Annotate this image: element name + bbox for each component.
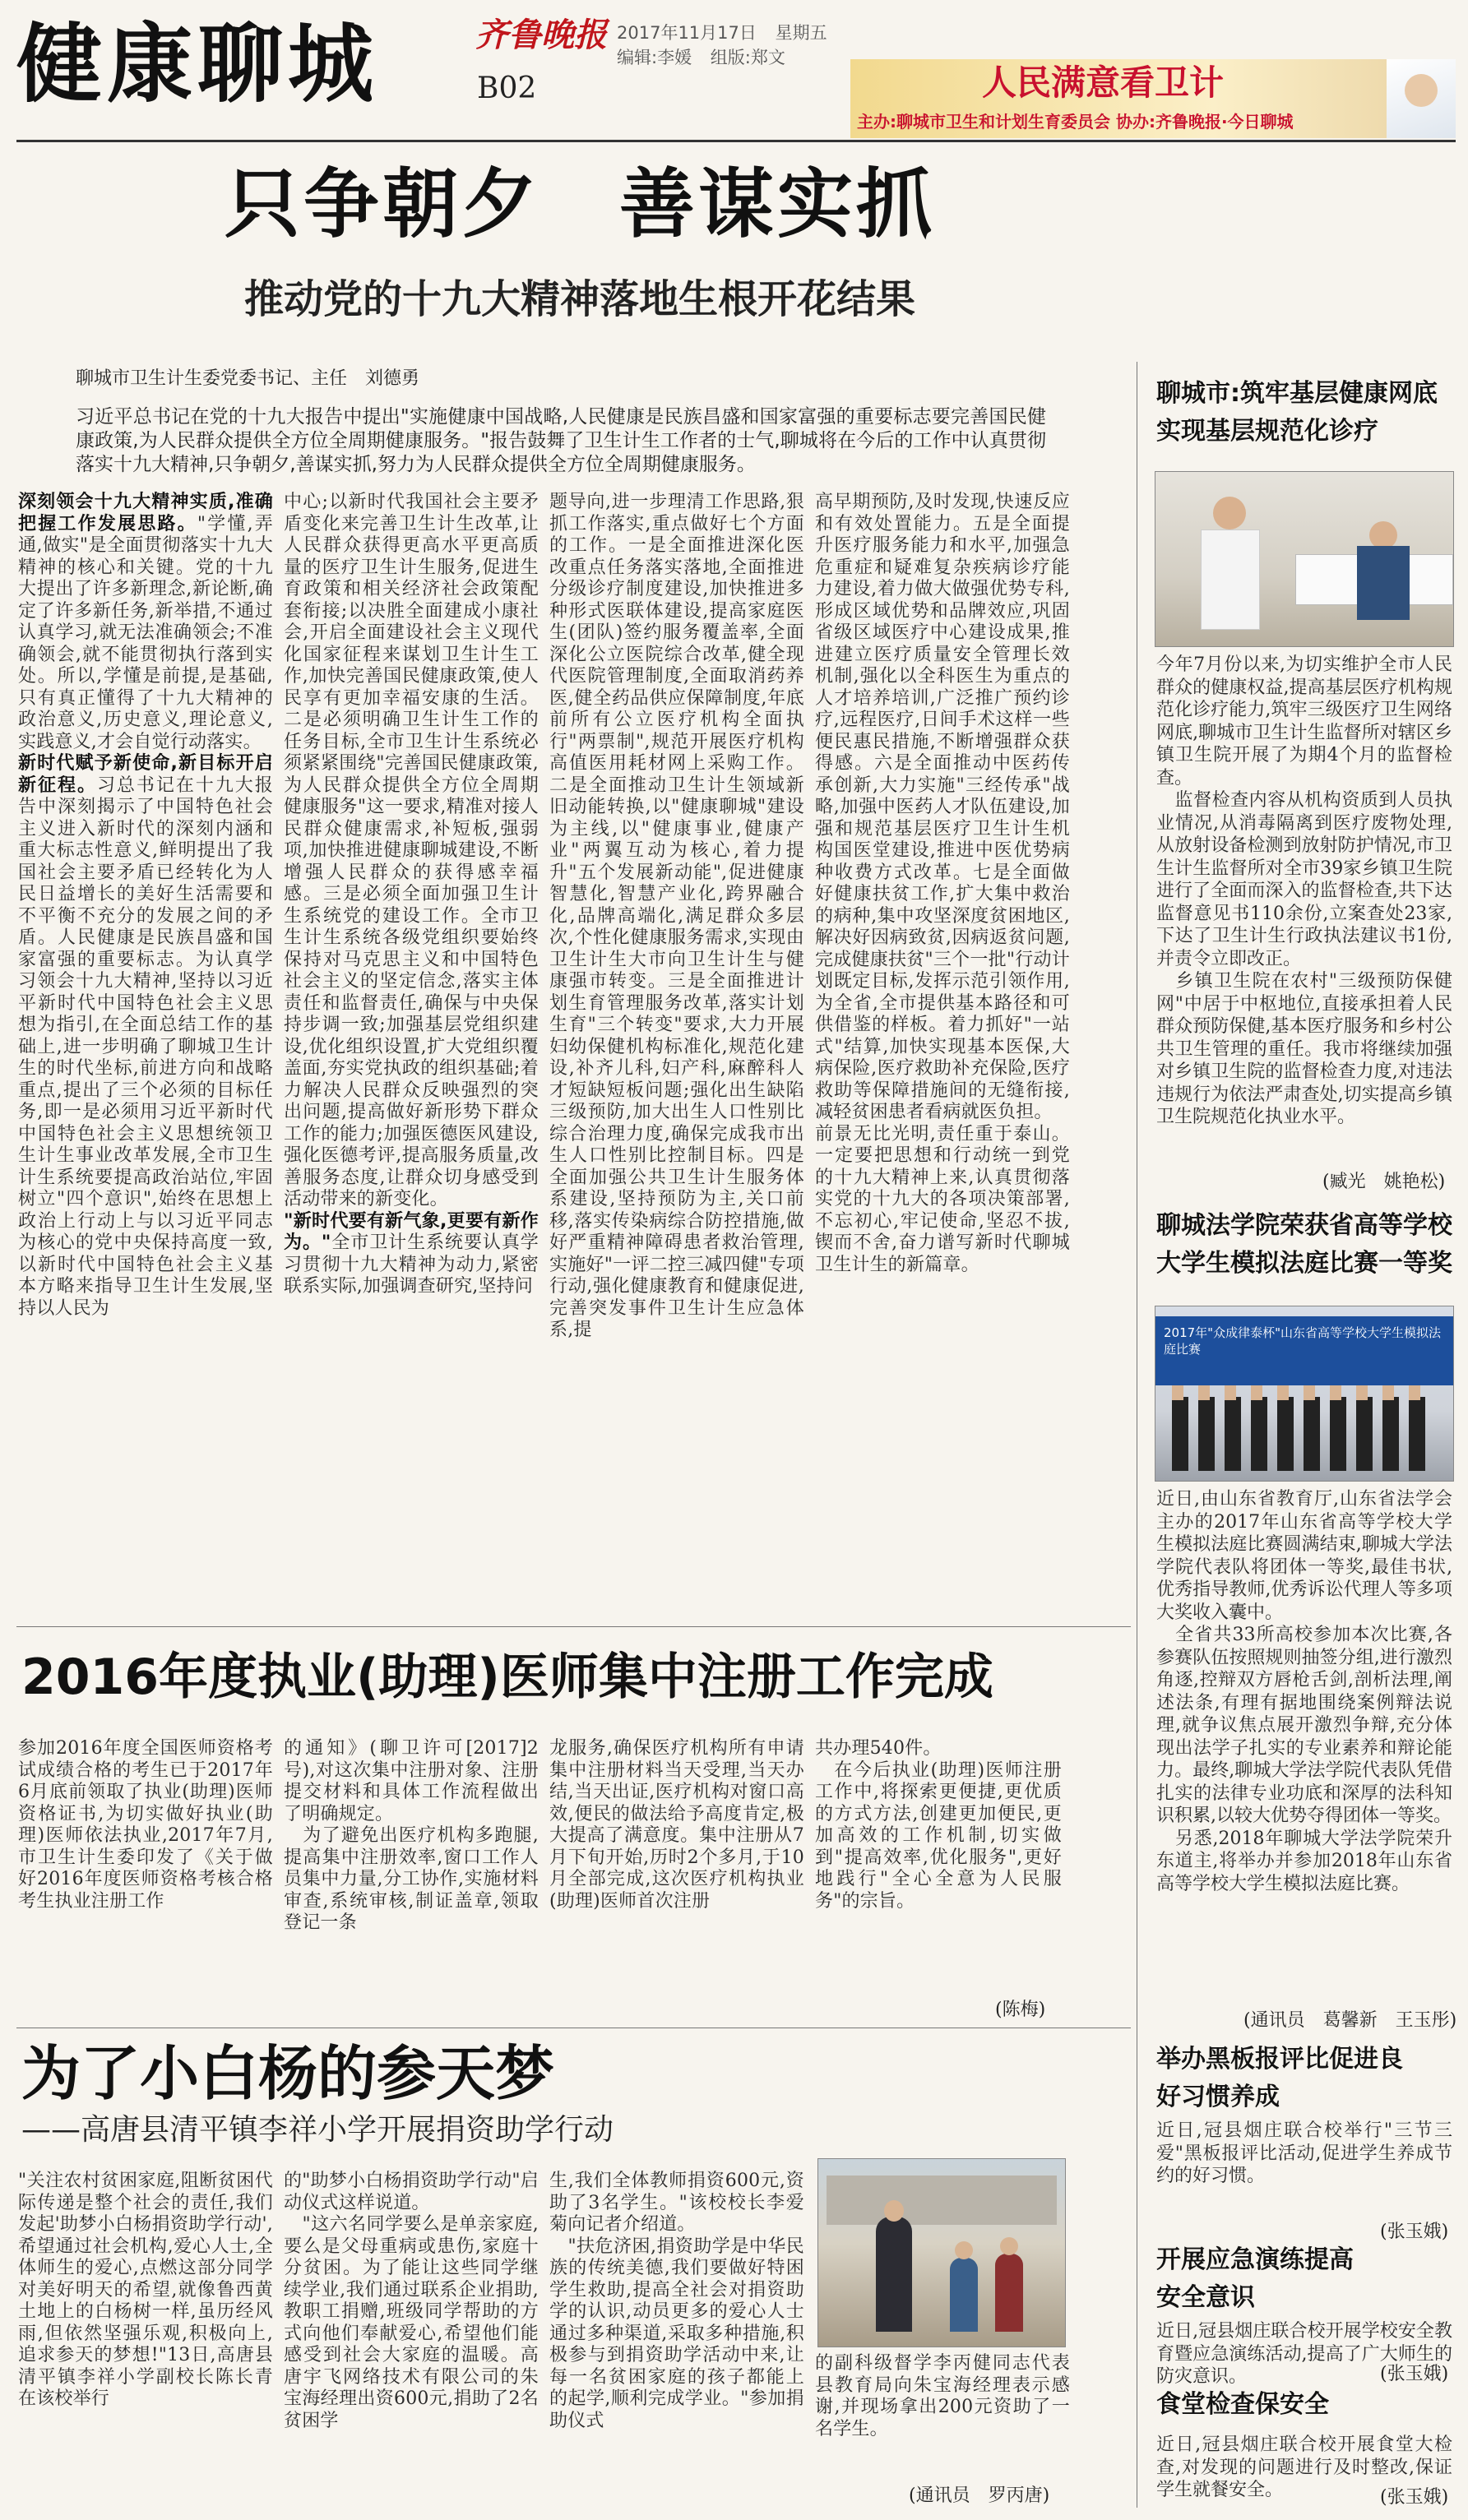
lead-column-4 xyxy=(815,492,1070,1618)
article3-column-3: 生,我们全体教师捐资600元,资助了3名学生。"该校校长李爱菊向记者介绍道。 "扶危济困,捐资助学是中华民族的传统美德,我们要做好特困学生救助,提高全社会对捐资助学的认识,动员更多的爱心人士通过多种渠道,采取多种措施,积极参与到捐资助学活动中来,让每一名贫困家庭的孩子都能上的起学,顺利完成学业。"参加捐助仪式 xyxy=(549,2171,804,2431)
nurse-photo xyxy=(1387,59,1456,138)
lead-headline: 只争朝夕 善谋实抓 xyxy=(224,160,935,248)
sidebar-story4-title: 开展应急演练提高安全意识 xyxy=(1156,2245,1354,2312)
lead-col2-text-2: 全市卫计生系统要认真学习贯彻十九大精神为动力,紧密联系实际,加强调查研究,坚持问 xyxy=(284,1232,540,1297)
lead-col4-text-2: 前景无比光明,责任重于泰山。一定要把思想和行动统一到党的十九大精神上来,认真贯彻落实党的十九大的各项决策部署,不忘初心,牢记使命,坚忍不拔,锲而不舍,奋力谱写新时代聊城卫生计生的新篇章。 xyxy=(815,1123,1070,1275)
sidebar-story2-title: 聊城法学院荣获省高等学校大学生模拟法庭比赛一等奖 xyxy=(1156,1211,1452,1278)
lead-byline: 聊城市卫生计生委党委书记、主任 刘德勇 xyxy=(76,368,420,389)
sidebar-story5-credit: (张玉娥) xyxy=(1380,2487,1449,2508)
sidebar-story4-body: 近日,冠县烟庄联合校开展学校安全教育暨应急演练活动,提高了广大师生的防灾意识。 xyxy=(1156,2321,1452,2387)
lead-col4-text-1: 高早期预防,及时发现,快速反应和有效处置能力。五是全面提升医疗服务能力和水平,加强急危重症和疑难复杂疾病诊疗能力建设,着力做大做强优势专科,形成区域优势和品牌效应,巩固省级区域医疗中心建设成果,推进建立医疗质量安全管理长效机制,强化以全科医生为重点的人才培养培训,广泛推广预约诊疗,远程医疗,日间手术这样一些便民惠民措施,不断增强群众获得感。六是全面推动中医药传承创新,大力实施"三经传承"战略,加强中医药人才队伍建设,加强和规范基层医疗卫生计生机构国医堂建设,推进中医优势病种收费方式改革。七是全面做好健康扶贫工作,扩大集中救治的病种,集中攻坚深度贫困地区,解决好因病致贫,因病返贫问题,完成健康扶贫"三个一批"行动计划既定目标,发挥示范引领作用,为全省,全市提供基本路径和可供借鉴的样板。着力抓好"一站式"结算,加快实现基本医保,大病保险,医疗救助补充保险,医疗救助等保障措施间的无缝衔接,减轻贫困患者看病就医负担。 xyxy=(815,492,1070,1122)
lead-col3-text-1: 题导向,进一步理清工作思路,狠抓工作落实,重点做好七个方面的工作。一是全面推进深化医改重点任务落实落地,全面推进分级诊疗制度建设,加快推进多种形式医联体建设,提高家庭医生(团队)签约服务覆盖率,全面深化公立医院综合改革,健全现代医院管理制度,全面取消药养医,健全药品供应保障制度,年底前所有公立医疗机构全面执行"两票制",规范开展医疗机构高值医用耗材网上采购工作。二是全面推动卫生计生领域新旧动能转换,以"健康聊城"建设为主线,以"健康事业,健康产业"两翼互动为核心,着力提升"五个发展新动能",促进健康智慧化,智慧产业化,跨界融合化,品牌高端化,满足群众多层次,个性化健康服务需求,实现由卫生计生大市向卫生计生与健康强市转变。三是全面推进计划生育管理服务改革,落实计划生育"三个转变"要求,大力开展妇幼保健机构标准化,规范化建设,补齐儿科,妇产科,麻醉科人才短缺短板问题;强化出生缺陷三级预防,加大出生人口性别比综合治理力度,确保完成我市出生人口性别比控制目标。四是全面加强公共卫生计生服务体系建设,坚持预防为主,关口前移,落实传染病综合防控措施,做好严重精神障碍患者救治管理,实施好"一评二控三减四健"专项行动,强化健康教育和健康促进,完善突发事件卫生计生应急体系,提 xyxy=(549,492,804,1340)
article2-column-4: 共办理540件。 在今后执业(助理)医师注册工作中,将探索更便捷,更优质的方式方法,创建更加便民,更加高效的工作机制,切实做到"提高效率,优化服务",更好地践行"全心全意为人民服务"的宗旨。 xyxy=(815,1738,1062,1912)
sidebar-story2-photo xyxy=(1155,1306,1454,1482)
sidebar-story4-credit: (张玉娥) xyxy=(1380,2364,1449,2384)
sidebar-story2-photo-caption: 2017年"众成律泰杯"山东省高等学校大学生模拟法庭比赛 xyxy=(1164,1325,1441,1357)
lead-col2-text-1: 中心;以新时代我国社会主要矛盾变化来完善卫生计生改革,让人民群众获得更高水平更高质量的医疗卫生计生服务,促进生育政策和相关经济社会政策配套衔接;以决胜全面建成小康社会,开启全面建设社会主义现代化国家征程来谋划卫生计生工作,加快完善国民健康政策,使人民享有更加幸福安康的生活。二是必须明确卫生计生工作的任务目标,全市卫生计生系统必须紧紧围绕"完善国民健康政策,为人民群众提供全方位全周期健康服务"这一要求,精准对接人民群众健康需求,补短板,强弱项,加快推进健康聊城建设,不断增强人民群众的获得感幸福感。三是必须全面加强卫生计生系统党的建设工作。全市卫生计生系统各级党组织要始终保持对马克思主义和中国特色社会主义的坚定信念,落实主体责任和监督责任,确保与中央保持步调一致;加强基层党组织建设,优化组织设置,扩大党组织覆盖面,夯实党执政的组织基础;着力解决人民群众反映强烈的突出问题,提高做好新形势下群众工作的能力;加强医德医风建设,强化医德考评,提高服务质量,改善服务态度,让群众切身感受到活动带来的新变化。 xyxy=(284,492,539,1209)
article2-column-3: 龙服务,确保医疗机构所有申请集中注册材料当天受理,当天办结,当天出证,医疗机构对窗口高效,便民的做法给予高度肯定,极大提高了满意度。集中注册从7月下旬开始,历时2个多月,于10月全部完成,这次医疗机构执业(助理)医师首次注册 xyxy=(549,1738,804,1912)
issue-date xyxy=(617,20,827,44)
masthead-rule xyxy=(16,140,1456,142)
lead-column-1 xyxy=(18,492,273,1618)
article3-headline: 为了小白杨的参天梦 xyxy=(21,2038,555,2108)
banner xyxy=(850,59,1456,138)
lead-bottom-rule xyxy=(16,1626,1131,1627)
sidebar-story3-body: 近日,冠县烟庄联合校举行"三节三爱"黑板报评比活动,促进学生养成节约的好习惯。 xyxy=(1156,2120,1452,2186)
weekday-text: 星期五 xyxy=(775,23,827,43)
sidebar-story5-title: 食堂检查保安全 xyxy=(1156,2390,1329,2419)
page-number: B02 xyxy=(477,72,537,105)
sidebar-story1-title: 聊城市:筑牢基层健康网底实现基层规范化诊疗 xyxy=(1156,379,1438,446)
lead-intro: 习近平总书记在党的十九大报告中提出"实施健康中国战略,人民健康是民族昌盛和国家富强的重要标志要完善国民健康政策,为人民群众提供全方位全周期健康服务。"报告鼓舞了卫生计生工作者的士气,聊城将在今后的工作中认真贯彻落实十九大精神,只争朝夕,善谋实抓,努力为人民群众提供全方位全周期健康服务。 xyxy=(76,406,1046,475)
editor-line xyxy=(617,44,785,69)
lead-column-2 xyxy=(284,492,539,1618)
sidebar-story2-credit: (通讯员 葛馨新 王玉彤) xyxy=(1243,2010,1457,2031)
lead-col2-heading-2: "新时代要有新气象,更要有新作为。" xyxy=(284,1210,539,1253)
lead-column-3 xyxy=(549,492,804,1618)
lead-col1-heading-2: 新时代赋予新使命,新目标开启新征程。 xyxy=(18,753,273,796)
banner-title: 人民满意看卫计 xyxy=(982,62,1225,103)
article3-credit: (通讯员 罗丙唐) xyxy=(909,2485,1050,2506)
lead-col1-heading-1: 深刻领会十九大精神实质,准确把握工作发展思路。 xyxy=(18,492,273,534)
banner-sponsor: 主办:聊城市卫生和计划生育委员会 协办:齐鲁晚报·今日聊城 xyxy=(857,112,1294,132)
sidebar-story3-credit: (张玉娥) xyxy=(1380,2222,1449,2242)
article3-column-1: "关注农村贫困家庭,阻断贫困代际传递是整个社会的责任,我们发起'助梦小白杨捐资助学行动',希望通过社会机构,爱心人士,全体师生的爱心,点燃这部分同学对美好明天的希望,就像鲁西黄土地上的白杨树一样,虽历经风雨,但依然坚强乐观,积极向上,追求参天的梦想!"13日,高唐县清平镇李祥小学副校长陈长青在该校举行 xyxy=(18,2171,273,2409)
layout-text: 组版:郑文 xyxy=(710,48,785,67)
paper-logo: 齐鲁晚报 xyxy=(475,16,607,54)
article2-column-2: 的通知》(聊卫许可[2017]2号),对这次集中注册对象、注册提交材料和具体工作流程做出了明确规定。 为了避免出医疗机构多跑腿,提高集中注册效率,窗口工作人员集中力量,分工协作,实施材料审查,系统审核,制证盖章,领取登记一条 xyxy=(284,1738,539,1933)
section-title: 健康聊城 xyxy=(16,14,379,114)
date-text: 2017年11月17日 xyxy=(617,23,757,43)
sidebar-story5-body: 近日,冠县烟庄联合校开展食堂大检查,对发现的问题进行及时整改,保证学生就餐安全。 xyxy=(1156,2434,1452,2500)
donation-photo xyxy=(817,2158,1066,2347)
sidebar-story1-body: 今年7月份以来,为切实维护全市人民群众的健康权益,提高基层医疗机构规范化诊疗能力,筑牢三级医疗卫生网络网底,聊城市卫生计生监督所对辖区乡镇卫生院开展了为期4个月的监督检查。 监督检查内容从机构资质到人员执业情况,从消毒隔离到医疗废物处理,从放射设备检测到放射防护情况,市卫生计生监督所对全市39家乡镇卫生院进行了全面而深入的监督检查,共下达监督意见书110余份,立案查处23家,下达了卫生计生行政执法建议书1份,并责令立即改正。 乡镇卫生院在农村"三级预防保健网"中居于中枢地位,直接承担着人民群众预防保健,基本医疗服务和乡村公共卫生管理的重任。我市将继续加强对乡镇卫生院的监督检查力度,对违法违规行为依法严肃查处,切实提高乡镇卫生院规范化执业水平。 xyxy=(1156,654,1452,1127)
article2-headline: 2016年度执业(助理)医师集中注册工作完成 xyxy=(21,1648,993,1706)
sidebar-story2-body: 近日,由山东省教育厅,山东省法学会主办的2017年山东省高等学校大学生模拟法庭比赛圆满结束,聊城大学法学院代表队将团体一等奖,最佳书状,优秀指导教师,优秀诉讼代理人等多项大奖收入囊中。 全省共33所高校参加本次比赛,各参赛队伍按照规则抽签分组,进行激烈角逐,控辩双方唇枪舌剑,剖析法理,阐述法条,有理有据地围绕案例辩法说理,就争议焦点展开激烈争辩,充分体现出法学子扎实的专业素养和辩论能力。最终,聊城大学法学院代表队凭借扎实的法律专业功底和深厚的法科知识积累,以较大优势夺得团体一等奖。 另悉,2018年聊城大学法学院荣升东道主,将举办并参加2018年山东省高等学校大学生模拟法庭比赛。 xyxy=(1156,1489,1452,1894)
article3-column-4: 的副科级督学李丙健同志代表县教育局向朱宝海经理表示感谢,并现场拿出200元资助了一名学生。 xyxy=(815,2353,1070,2439)
article2-column-1: 参加2016年度全国医师资格考试成绩合格的考生已于2017年6月底前领取了执业(助理)医师资格证书,为切实做好执业(助理)医师依法执业,2017年7月,市卫生计生委印发了《关于做好2016年度医师资格考核合格考生执业注册工作 xyxy=(18,1738,273,1912)
lead-subheadline: 推动党的十九大精神落地生根开花结果 xyxy=(243,276,915,322)
article3-subheadline: ——高唐县清平镇李祥小学开展捐资助学行动 xyxy=(21,2113,614,2147)
sidebar-story1-credit: (臧光 姚艳松) xyxy=(1322,1172,1446,1192)
lead-col1-text-1: "学懂,弄通,做实"是全面贯彻落实十九大精神的核心和关键。党的十九大提出了许多新理念,新论断,确定了许多新任务,新举措,不通过认真学习,就无法准确领会;不准确领会,就不能贯彻执行落到实处。所以,学懂是前提,是基础,只有真正懂得了十九大精神的政治意义,历史意义,理论意义,实践意义,才会自觉行动落实。 xyxy=(18,513,273,752)
editor-text: 编辑:李媛 xyxy=(617,48,692,67)
article2-credit: (陈梅) xyxy=(995,2000,1046,2020)
sidebar-story1-photo xyxy=(1155,471,1454,647)
sidebar-story3-title: 举办黑板报评比促进良好习惯养成 xyxy=(1156,2045,1403,2111)
article3-column-2: 的"助梦小白杨捐资助学行动"启动仪式这样说道。 "这六名同学要么是单亲家庭,要么是父母重病或患伤,家庭十分贫困。为了能让这些同学继续学业,我们通过联系企业捐助,教职工捐赠,班级同学帮助的方式向他们奉献爱心,希望他们能感受到社会大家庭的温暖。高唐宇飞网络技术有限公司的朱宝海经理出资600元,捐助了2名贫困学 xyxy=(284,2171,539,2431)
lead-col1-text-2: 习总书记在十九大报告中深刻揭示了中国特色社会主义进入新时代的深刻内涵和重大标志性意义,鲜明提出了我国社会主要矛盾已经转化为人民日益增长的美好生活需要和不平衡不充分的发展之间的矛盾。人民健康是民族昌盛和国家富强的重要标志。为认真学习领会十九大精神,坚持以习近平新时代中国特色社会主义思想为指引,在全面总结工作的基础上,进一步明确了聊城卫生计生的时代坐标,前进方向和战略重点,提出了三个必须的目标任务,即一是必须用习近平新时代中国特色社会主义思想统领卫生计生事业改革发展,全市卫生计生系统要提高政治站位,牢固树立"四个意识",始终在思想上政治上行动上与以习近平同志为核心的党中央保持高度一致,以新时代中国特色社会主义基本方略来指导卫生计生发展,坚持以人民为 xyxy=(18,774,273,1319)
